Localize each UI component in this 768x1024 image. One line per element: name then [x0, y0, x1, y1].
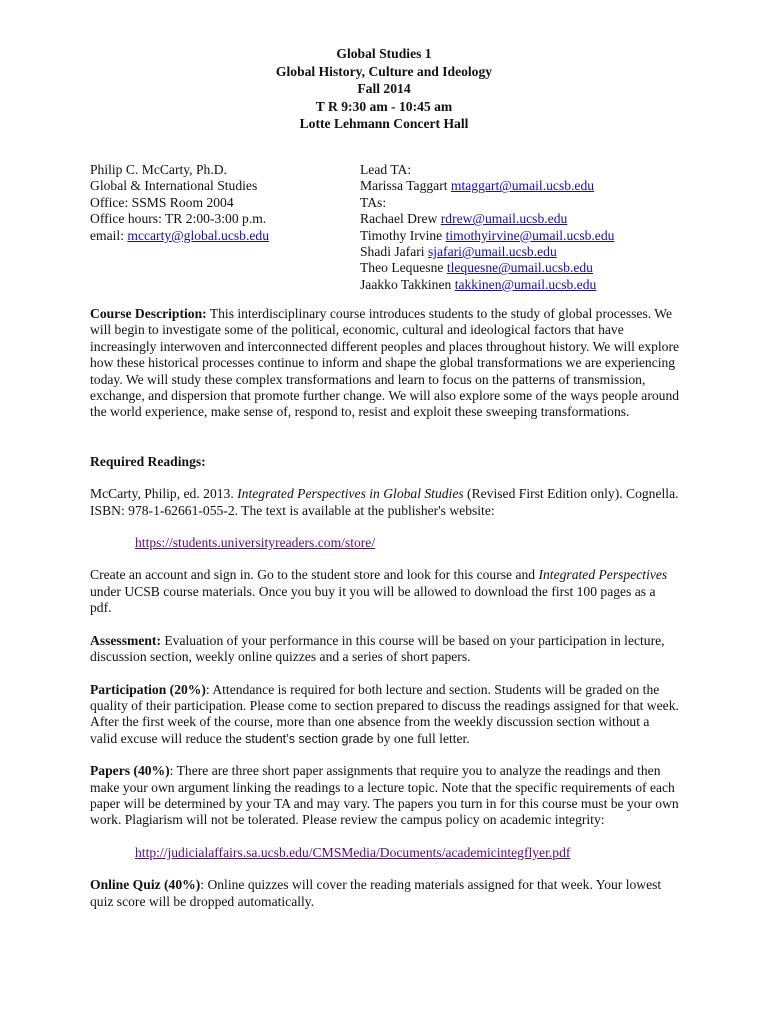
course-header	[0, 45, 768, 133]
assessment-section	[90, 633, 680, 666]
course-title: Global History, Culture and Ideology	[275, 63, 493, 79]
ta-info	[360, 162, 690, 293]
section-label: Papers (40%)	[90, 763, 170, 779]
section-label: Course Description:	[90, 306, 207, 321]
course-term: Fall 2014	[357, 81, 411, 96]
instructor-email-link[interactable]: mccarty@global.ucsb.edu	[127, 227, 269, 243]
course-location: Lotte Lehmann Concert Hall	[299, 116, 469, 131]
course-schedule: T R 9:30 am - 10:45 am	[315, 98, 453, 114]
section-label: Online Quiz (40%)	[90, 877, 201, 893]
ta-email-link[interactable]: sjafari@umail.ucsb.edu	[427, 244, 557, 260]
course-number: Global Studies 1	[336, 46, 432, 61]
instructor-dept: Global & International Studies	[90, 178, 258, 194]
integrity-url-line	[90, 845, 680, 861]
section-text: student’s section grade	[245, 731, 374, 746]
ta-name: Timothy Irvine	[360, 227, 446, 243]
ta-email-link[interactable]: timothyirvine@umail.ucsb.edu	[445, 227, 615, 243]
citation-text: (Revised First Edition only). Cognella. ISBN: 978-1-62661-055-2. The text is available at the publisher's website:	[90, 486, 679, 518]
readings-citation	[90, 486, 680, 519]
lead-ta-line	[360, 178, 690, 194]
lead-ta-email-link[interactable]: mtaggart@umail.ucsb.edu	[450, 178, 595, 194]
citation-text: McCarty, Philip, ed. 2013.	[90, 486, 238, 502]
papers-section	[90, 763, 680, 829]
section-text: : Online quizzes will cover the reading materials assigned for that week. Your lowest quiz score will be dropped automatically.	[90, 877, 662, 909]
quiz-section	[90, 877, 680, 910]
section-text: : Attendance is required for both lecture and section. Students will be graded on the quality of their participation. Please come to section prepared to discuss the readings assigned for that week. After the first week of the course, more than one absence from the weekly discussion section without a valid excuse will reduce the	[90, 681, 679, 746]
ta-line	[360, 211, 690, 227]
instructor-office: Office: SSMS Room 2004	[90, 194, 234, 210]
participation-section	[90, 682, 680, 748]
email-label: email:	[90, 227, 128, 243]
ta-name: Shadi Jafari	[360, 244, 428, 260]
instructor-hours: Office hours: TR 2:00-3:00 p.m.	[90, 211, 267, 227]
ta-email-link[interactable]: tlequesne@umail.ucsb.edu	[446, 260, 593, 276]
book-title: Integrated Perspectives	[538, 567, 668, 583]
instructions-text: under UCSB course materials. Once you buy it you will be allowed to download the first 100 pages as a pdf.	[90, 583, 656, 616]
instructor-name: Philip C. McCarty, Ph.D.	[90, 162, 227, 177]
integrity-url-link[interactable]: http://judicialaffairs.sa.ucsb.edu/CMSMedia/Documents/academicintegflyer.pdf	[135, 844, 571, 860]
book-title: Integrated Perspectives in Global Studies	[237, 486, 464, 502]
ta-email-link[interactable]: takkinen@umail.ucsb.edu	[454, 276, 597, 292]
tas-label: TAs:	[360, 194, 387, 210]
section-text: : There are three short paper assignments that require you to analyze the readings and then make your own argument linking the readings to a lecture topic. Note that the specific requirements of each paper will be determined by your TA and may vary. The papers you turn in for this course must be your own work. Plagiarism will not be tolerated. Please review the campus policy on academic integrity:	[90, 763, 679, 828]
ta-name: Jaakko Takkinen	[360, 276, 455, 292]
syllabus-body	[90, 306, 680, 926]
section-text: by one full letter.	[373, 730, 470, 746]
readings-heading: Required Readings:	[90, 453, 206, 469]
ta-line	[360, 260, 690, 276]
section-label: Participation (20%)	[90, 681, 206, 697]
ta-line	[360, 228, 690, 244]
lead-ta-name: Marissa Taggart	[360, 178, 451, 194]
section-text: This interdisciplinary course introduces students to the study of global processes. We will begin to investigate some of the political, economic, cultural and ideological factors that have increasingly interwoven and interconnected different peoples and places throughout history. We will explore how these historical processes continue to inform and shape the global transformations we are experiencing today. We will study these complex transformations and learn to focus on the patterns of transmission, exchange, and dispersion that promote further change. We will also explore some of the ways people around the world experience, make sense of, respond to, resist and exploit these sweeping transformations.	[90, 306, 680, 420]
course-description	[90, 306, 680, 421]
section-label: Assessment:	[90, 632, 161, 648]
instructions-text: Create an account and sign in. Go to the student store and look for this course and	[90, 567, 539, 583]
instructor-info	[90, 162, 350, 244]
ta-line	[360, 277, 690, 293]
publisher-url-link[interactable]: https://students.universityreaders.com/store/	[135, 535, 376, 551]
publisher-url-line	[90, 535, 680, 551]
ta-name: Theo Lequesne	[360, 260, 447, 276]
ta-line	[360, 244, 690, 260]
lead-ta-label: Lead TA:	[360, 162, 412, 177]
ta-email-link[interactable]: rdrew@umail.ucsb.edu	[440, 211, 568, 227]
section-text: Evaluation of your performance in this course will be based on your participation in lecture, discussion section, weekly online quizzes and a series of short papers.	[90, 632, 665, 665]
readings-instructions	[90, 567, 680, 616]
instructor-email-line	[90, 228, 350, 244]
ta-name: Rachael Drew	[360, 211, 441, 227]
